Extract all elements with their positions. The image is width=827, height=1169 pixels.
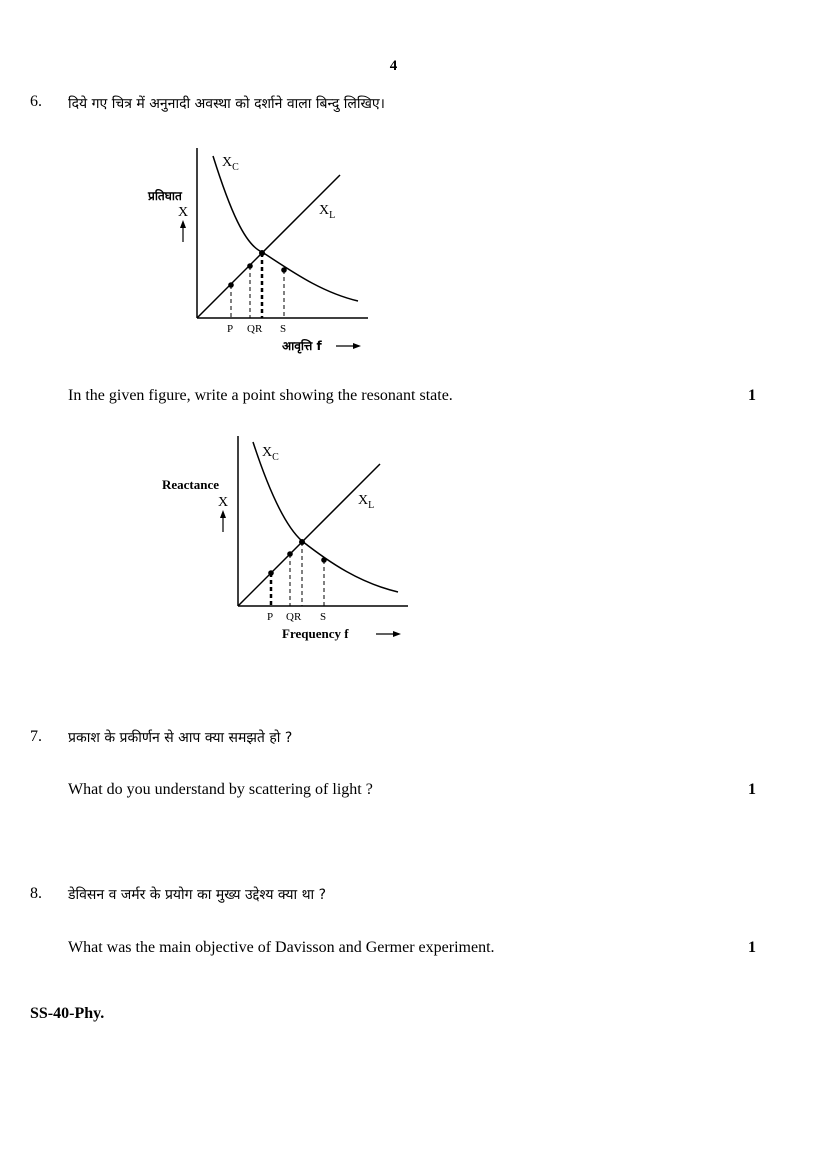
y-axis-symbol: X bbox=[178, 205, 189, 220]
point-s-label: S bbox=[280, 323, 287, 335]
paper-code-footer: SS-40-Phy. bbox=[30, 1005, 105, 1022]
point-r-dot bbox=[259, 250, 265, 256]
question-6-hindi-text: दिये गए चित्र में अनुनादी अवस्था को दर्शाने वाला बिन्दु लिखिए। bbox=[68, 96, 385, 112]
point-s-dot bbox=[281, 267, 287, 273]
question-7-hindi-text: प्रकाश के प्रकीर्णन से आप क्या समझते हो ? bbox=[68, 730, 293, 746]
xl-label: $X_L$ bbox=[358, 493, 375, 511]
question-6-number: 6. bbox=[30, 93, 42, 110]
point-s-dot bbox=[321, 557, 327, 563]
right-arrow-icon bbox=[393, 631, 401, 637]
x-axis-label: आवृत्ति f bbox=[282, 339, 322, 353]
point-p-dot bbox=[228, 282, 234, 288]
up-arrow-icon bbox=[220, 510, 226, 518]
point-p-dot bbox=[268, 570, 274, 576]
xl-line bbox=[197, 175, 340, 318]
point-p-label: P bbox=[267, 611, 274, 623]
question-7-marks: 1 bbox=[748, 781, 756, 798]
question-7-english-text: What do you understand by scattering of light ? bbox=[68, 781, 373, 798]
y-axis-label: Reactance bbox=[162, 477, 220, 492]
question-6-marks: 1 bbox=[748, 387, 756, 404]
xc-label: $X_C$ bbox=[222, 155, 239, 173]
xl-line bbox=[238, 464, 380, 606]
question-6-english-text: In the given figure, write a point showing the resonant state. bbox=[68, 387, 453, 404]
question-8-number: 8. bbox=[30, 885, 42, 902]
xl-label: $X_L$ bbox=[319, 203, 336, 221]
xc-label: $X_C$ bbox=[262, 445, 279, 463]
reactance-figure-hindi bbox=[130, 140, 380, 360]
reactance-figure-english bbox=[150, 428, 420, 648]
point-s-label: S bbox=[320, 611, 327, 623]
y-axis-label: प्रतिघात bbox=[148, 189, 182, 203]
point-qr-label: QR bbox=[247, 323, 263, 335]
point-qr-label: QR bbox=[286, 611, 302, 623]
y-axis-symbol: X bbox=[218, 495, 229, 510]
question-8-english-text: What was the main objective of Davisson and Germer experiment. bbox=[68, 939, 495, 956]
x-axis-label: Frequency f bbox=[282, 626, 349, 641]
page-number: 4 bbox=[389, 58, 398, 74]
up-arrow-icon bbox=[180, 220, 186, 228]
question-7-number: 7. bbox=[30, 728, 42, 745]
point-r-dot bbox=[299, 539, 305, 545]
point-q-dot bbox=[287, 551, 293, 557]
question-8-marks: 1 bbox=[748, 939, 756, 956]
right-arrow-icon bbox=[353, 343, 361, 349]
point-q-dot bbox=[247, 263, 253, 269]
point-p-label: P bbox=[227, 323, 234, 335]
question-8-hindi-text: डेविसन व जर्मर के प्रयोग का मुख्य उद्देश्य क्या था ? bbox=[68, 887, 327, 903]
